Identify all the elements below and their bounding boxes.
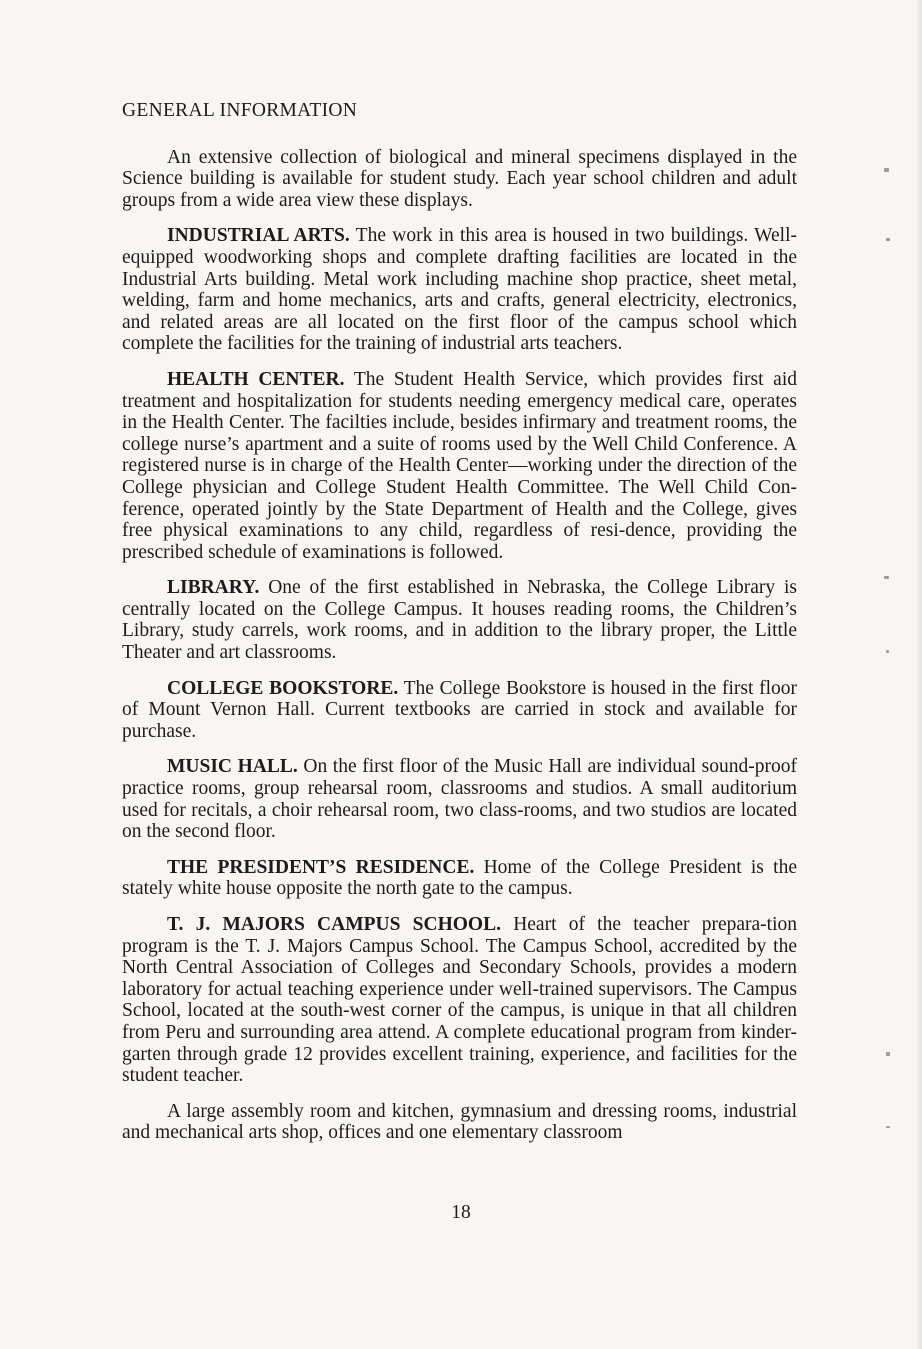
section-heading: HEALTH CENTER.: [167, 368, 345, 390]
paragraph-text: One of the first established in Nebraska, the College Library is centrally located on the College Campus. It houses reading rooms, the Children’s Library, study carrels, work rooms, and in addition to the library proper, the Little Theater and art classrooms.: [122, 577, 797, 664]
paragraph-presidents-residence: [122, 857, 797, 900]
paragraph-music-hall: [122, 756, 797, 842]
scan-speck: [884, 576, 889, 579]
running-header: GENERAL INFORMATION: [122, 100, 358, 121]
paragraph-text: The Student Health Service, which provides first aid treatment and hospitalization for students needing emergency medical care, operates in the Health Center. The facilties include, besides infirmary and treatment rooms, the college nurse’s apartment and a suite of rooms used by the Well Child Conference. A registered nurse is in charge of the Health Center—working under the direction of the College physician and College Student Health Committee. The Well Child Con-ference, operated jointly by the State Department of Health and the College, gives free physical examinations to any child, regardless of resi-dence, providing the prescribed schedule of examinations is followed.: [122, 368, 798, 563]
scan-speck: [886, 1052, 890, 1056]
scan-speck: [886, 1126, 890, 1128]
paragraph-industrial-arts: [122, 225, 797, 355]
section-heading: COLLEGE BOOKSTORE.: [167, 677, 399, 699]
scan-speck: [886, 238, 890, 241]
paragraph-specimens: [122, 147, 797, 212]
paragraph-text: The work in this area is housed in two buildings. Well-equipped woodworking shops and complete drafting facilities are located in the Industrial Arts building. Metal work including machine shop practice, sheet metal, welding, farm and home mechanics, arts and crafts, general electricity, electronics, and related areas are all located on the first floor of the campus school which complete the facilities for the training of industrial arts teachers.: [122, 225, 798, 355]
section-heading: MUSIC HALL.: [167, 756, 298, 778]
scan-speck: [886, 650, 889, 653]
scan-speck: [884, 168, 889, 172]
section-heading: T. J. MAJORS CAMPUS SCHOOL.: [167, 914, 501, 935]
page-content: [122, 100, 797, 1158]
paragraph-text: The College Bookstore is housed in the first floor of Mount Vernon Hall. Current textbooks are carried in stock and available for purchase.: [122, 677, 797, 742]
section-heading: LIBRARY.: [167, 577, 260, 599]
paragraph-text: A large assembly room and kitchen, gymnasium and dressing rooms, industrial and mechanical arts shop, offices and one elementary classroom: [122, 1100, 797, 1144]
page-edge-shadow: [916, 0, 922, 1349]
paragraph-health-center: [122, 369, 797, 563]
page-number: 18: [451, 1202, 471, 1223]
paragraph-assembly-room: [122, 1101, 797, 1144]
paragraph-library: [122, 577, 797, 663]
paragraph-text: Home of the College President is the stately white house opposite the north gate to the campus.: [122, 856, 797, 900]
paragraph-campus-school: [122, 914, 797, 1087]
paragraph-text: Heart of the teacher prepara-tion program is the T. J. Majors Campus School. The Campus School, accredited by the North Central Association of Colleges and Secondary Schools, provides a modern laboratory for actual teaching experience under well-trained supervisors. The Campus School, located at the south-west corner of the campus, is unique in that all children from Peru and surrounding area attend. A complete educational program from kinder-garten through grade 12 provides excellent training, experience, and facilities for the student teacher.: [122, 914, 797, 1087]
paragraph-text: An extensive collection of biological and mineral specimens displayed in the Science building is available for student study. Each year school children and adult groups from a wide area view these displays.: [122, 146, 797, 211]
section-heading: THE PRESIDENT’S RESIDENCE.: [167, 856, 475, 878]
section-heading: INDUSTRIAL ARTS.: [167, 225, 350, 247]
paragraph-bookstore: [122, 678, 797, 743]
paragraph-text: On the first floor of the Music Hall are individual sound-proof practice rooms, group rehearsal room, classrooms and studios. A small auditorium used for recitals, a choir rehearsal room, two class-rooms, and two studios are located on the second floor.: [122, 756, 797, 843]
